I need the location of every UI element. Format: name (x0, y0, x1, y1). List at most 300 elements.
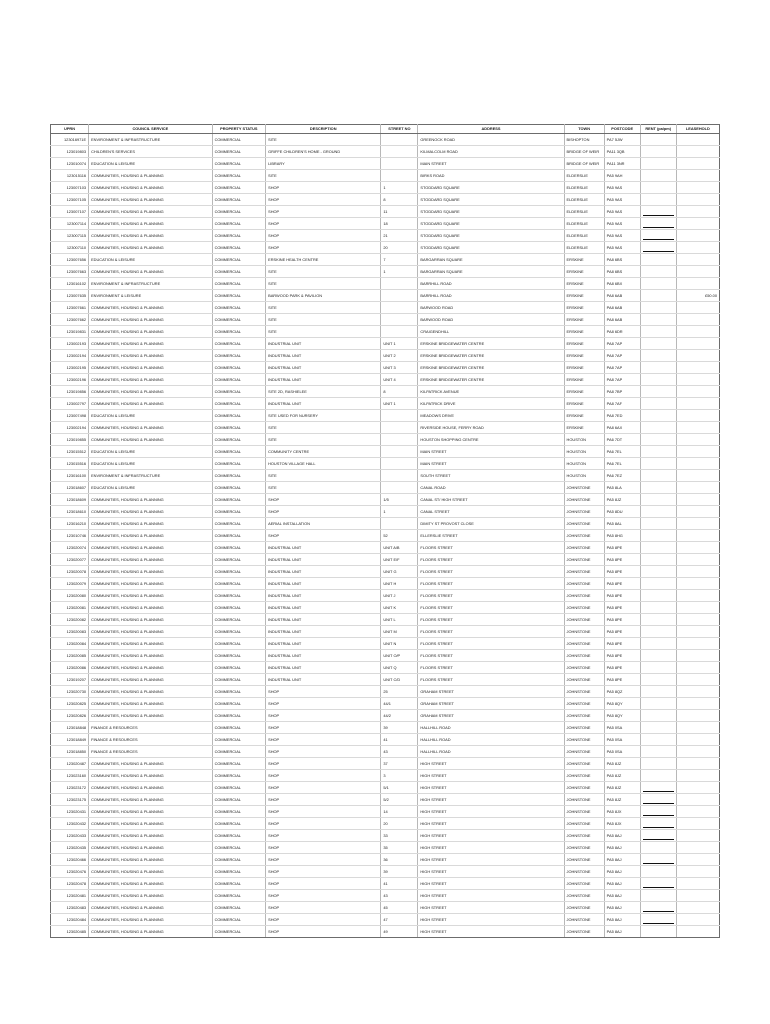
cell-council-service: COMMUNITIES, HOUSING & PLANNING (89, 698, 213, 710)
cell-address: HIGH STREET (418, 770, 564, 782)
cell-uprn: 123007661 (51, 302, 89, 314)
cell-leasehold (676, 458, 719, 470)
cell-rent (640, 446, 676, 458)
cell-property-status: COMMERCIAL (212, 374, 266, 386)
cell-property-status: COMMERCIAL (212, 734, 266, 746)
cell-uprn: 123020086 (51, 662, 89, 674)
cell-rent (640, 674, 676, 686)
table-row (51, 794, 720, 806)
cell-council-service: COMMUNITIES, HOUSING & PLANNING (89, 794, 213, 806)
cell-council-service: COMMUNITIES, HOUSING & PLANNING (89, 386, 213, 398)
cell-town: ELDERSLIE (564, 206, 604, 218)
cell-town: JOHNSTONE (564, 806, 604, 818)
cell-rent (640, 182, 676, 194)
cell-description: SITE (266, 170, 381, 182)
cell-street-no: 8 (381, 386, 418, 398)
table-body (51, 134, 720, 938)
cell-leasehold (676, 650, 719, 662)
cell-postcode: PA5 8AJ (604, 902, 640, 914)
cell-uprn: 123007115 (51, 230, 89, 242)
cell-address: CANAL ST/ HIGH STREET (418, 494, 564, 506)
cell-postcode: PA5 8JZ (604, 794, 640, 806)
cell-description: HOUSTON VILLAGE HALL (266, 458, 381, 470)
cell-postcode: PA5 8JX (604, 818, 640, 830)
cell-street-no: 20 (381, 818, 418, 830)
table-row (51, 542, 720, 554)
cell-uprn: 123015116 (51, 170, 89, 182)
cell-property-status: COMMERCIAL (212, 266, 266, 278)
cell-postcode: PA5 8AJ (604, 914, 640, 926)
cell-postcode: PA5 8AJ (604, 926, 640, 938)
cell-description: SHOP (266, 842, 381, 854)
cell-street-no: UNIT M (381, 626, 418, 638)
cell-property-status: COMMERCIAL (212, 494, 266, 506)
cell-town: ERSKINE (564, 398, 604, 410)
cell-address: BARWOOD ROAD (418, 314, 564, 326)
cell-council-service: CHILDREN'S SERVICES (89, 146, 213, 158)
cell-uprn: 123023175 (51, 794, 89, 806)
cell-postcode: PA5 8PE (604, 674, 640, 686)
table-row (51, 818, 720, 830)
cell-property-status: COMMERCIAL (212, 326, 266, 338)
cell-street-no (381, 302, 418, 314)
cell-address: MAIN STREET (418, 446, 564, 458)
cell-leasehold (676, 194, 719, 206)
cell-postcode: PA5 9AS (604, 218, 640, 230)
cell-uprn: 123016102 (51, 278, 89, 290)
cell-rent (640, 134, 676, 146)
table-row (51, 470, 720, 482)
cell-town: ERSKINE (564, 362, 604, 374)
cell-council-service: EDUCATION & LEISURE (89, 158, 213, 170)
cell-council-service: COMMUNITIES, HOUSING & PLANNING (89, 710, 213, 722)
cell-council-service: COMMUNITIES, HOUSING & PLANNING (89, 662, 213, 674)
cell-postcode: PA5 0SA (604, 746, 640, 758)
cell-leasehold (676, 422, 719, 434)
cell-town: JOHNSTONE (564, 482, 604, 494)
cell-council-service: COMMUNITIES, HOUSING & PLANNING (89, 854, 213, 866)
cell-postcode: PA5 8JZ (604, 770, 640, 782)
cell-description: SITE (266, 482, 381, 494)
cell-town: ERSKINE (564, 326, 604, 338)
cell-council-service: COMMUNITIES, HOUSING & PLANNING (89, 650, 213, 662)
cell-council-service: FINANCE & RESOURCES (89, 746, 213, 758)
cell-street-no: UNIT 3 (381, 362, 418, 374)
table-row (51, 386, 720, 398)
cell-rent (640, 614, 676, 626)
cell-leasehold (676, 914, 719, 926)
cell-property-status: COMMERCIAL (212, 446, 266, 458)
cell-postcode: PA8 7ED (604, 410, 640, 422)
cell-town: JOHNSTONE (564, 710, 604, 722)
cell-town: JOHNSTONE (564, 638, 604, 650)
cell-address: BARRHILL ROAD (418, 278, 564, 290)
cell-property-status: COMMERCIAL (212, 566, 266, 578)
cell-town: JOHNSTONE (564, 818, 604, 830)
table-row (51, 302, 720, 314)
cell-uprn: 123015516 (51, 458, 89, 470)
column-header-rent: RENT (pa/pm) (640, 125, 676, 134)
cell-description: INDUSTRIAL UNIT (266, 542, 381, 554)
cell-uprn: 123020081 (51, 602, 89, 614)
cell-rent (640, 650, 676, 662)
cell-council-service: COMMUNITIES, HOUSING & PLANNING (89, 830, 213, 842)
cell-council-service: ENVIRONMENT & LEISURE (89, 290, 213, 302)
cell-uprn: 123023160 (51, 770, 89, 782)
cell-street-no: 45 (381, 902, 418, 914)
cell-description: INDUSTRIAL UNIT (266, 590, 381, 602)
cell-address: CANAL ROAD (418, 482, 564, 494)
cell-uprn: 123020826 (51, 710, 89, 722)
cell-rent (640, 158, 676, 170)
cell-address: HIGH STREET (418, 782, 564, 794)
cell-address: HIGH STREET (418, 818, 564, 830)
cell-town: JOHNSTONE (564, 554, 604, 566)
cell-rent (640, 758, 676, 770)
table-row (51, 866, 720, 878)
cell-leasehold (676, 230, 719, 242)
cell-council-service: COMMUNITIES, HOUSING & PLANNING (89, 566, 213, 578)
cell-rent (640, 194, 676, 206)
cell-property-status: COMMERCIAL (212, 698, 266, 710)
cell-property-status: COMMERCIAL (212, 650, 266, 662)
cell-rent (640, 890, 676, 902)
cell-rent (640, 590, 676, 602)
cell-description: SHOP (266, 806, 381, 818)
cell-rent (640, 398, 676, 410)
cell-property-status: COMMERCIAL (212, 218, 266, 230)
cell-rent (640, 710, 676, 722)
cell-street-no (381, 158, 418, 170)
cell-rent (640, 866, 676, 878)
cell-uprn: 123007107 (51, 206, 89, 218)
cell-rent (640, 386, 676, 398)
cell-uprn: 123020435 (51, 842, 89, 854)
cell-council-service: COMMUNITIES, HOUSING & PLANNING (89, 686, 213, 698)
cell-rent (640, 146, 676, 158)
cell-council-service: COMMUNITIES, HOUSING & PLANNING (89, 914, 213, 926)
cell-uprn: 123020481 (51, 890, 89, 902)
cell-property-status: COMMERCIAL (212, 830, 266, 842)
table-row (51, 410, 720, 422)
cell-description: SHOP (266, 734, 381, 746)
cell-description: COMMUNITY CENTRE (266, 446, 381, 458)
cell-uprn: 123020730 (51, 686, 89, 698)
cell-town: JOHNSTONE (564, 686, 604, 698)
cell-description: INDUSTRIAL UNIT (266, 398, 381, 410)
cell-property-status: COMMERCIAL (212, 422, 266, 434)
cell-postcode: PA5 9AH (604, 170, 640, 182)
cell-town: JOHNSTONE (564, 902, 604, 914)
cell-postcode: PA11 3NR (604, 158, 640, 170)
cell-description: SITE (266, 278, 381, 290)
cell-town: JOHNSTONE (564, 626, 604, 638)
cell-uprn: 123020478 (51, 878, 89, 890)
cell-leasehold (676, 398, 719, 410)
table-row (51, 146, 720, 158)
cell-description: BARWOOD PARK & PAVILION (266, 290, 381, 302)
cell-description: SHOP (266, 206, 381, 218)
cell-property-status: COMMERCIAL (212, 506, 266, 518)
cell-property-status: COMMERCIAL (212, 242, 266, 254)
table-row (51, 158, 720, 170)
cell-property-status: COMMERCIAL (212, 710, 266, 722)
cell-postcode: PA5 8PE (604, 590, 640, 602)
table-row (51, 662, 720, 674)
cell-postcode: PA6 7EL (604, 458, 640, 470)
cell-council-service: COMMUNITIES, HOUSING & PLANNING (89, 770, 213, 782)
cell-street-no (381, 146, 418, 158)
cell-address: BARGARRAN SQUARE (418, 254, 564, 266)
cell-leasehold (676, 590, 719, 602)
cell-street-no: UNIT C/D (381, 674, 418, 686)
cell-leasehold (676, 830, 719, 842)
cell-property-status: COMMERCIAL (212, 194, 266, 206)
cell-description: SITE (266, 422, 381, 434)
cell-address: HIGH STREET (418, 806, 564, 818)
cell-description: INDUSTRIAL UNIT (266, 602, 381, 614)
cell-address: ERSKINE BRIDGEWATER CENTRE (418, 374, 564, 386)
table-row (51, 878, 720, 890)
cell-uprn: 123010746 (51, 530, 89, 542)
cell-description: INDUSTRIAL UNIT (266, 374, 381, 386)
cell-leasehold (676, 818, 719, 830)
cell-postcode: PA5 8PE (604, 602, 640, 614)
cell-leasehold (676, 902, 719, 914)
cell-council-service: COMMUNITIES, HOUSING & PLANNING (89, 206, 213, 218)
cell-postcode: PA5 8HG (604, 530, 640, 542)
cell-leasehold (676, 170, 719, 182)
cell-description: INDUSTRIAL UNIT (266, 578, 381, 590)
cell-description: SHOP (266, 794, 381, 806)
cell-town: JOHNSTONE (564, 530, 604, 542)
cell-leasehold (676, 494, 719, 506)
cell-rent (640, 914, 676, 926)
cell-address: FLOORS STREET (418, 662, 564, 674)
cell-postcode: PA5 8LA (604, 482, 640, 494)
table-row (51, 650, 720, 662)
column-header-address: ADDRESS (418, 125, 564, 134)
cell-postcode: PA6 7EZ (604, 470, 640, 482)
cell-leasehold (676, 410, 719, 422)
cell-property-status: COMMERCIAL (212, 434, 266, 446)
cell-council-service: COMMUNITIES, HOUSING & PLANNING (89, 902, 213, 914)
table-row (51, 350, 720, 362)
cell-uprn: 123007498 (51, 410, 89, 422)
cell-address: STODDARD SQUARE (418, 182, 564, 194)
cell-description: SHOP (266, 902, 381, 914)
cell-council-service: COMMUNITIES, HOUSING & PLANNING (89, 422, 213, 434)
cell-property-status: COMMERCIAL (212, 842, 266, 854)
cell-postcode: PA8 7AP (604, 362, 640, 374)
cell-town: BISHOPTON (564, 134, 604, 146)
table-row (51, 494, 720, 506)
cell-town: ERSKINE (564, 350, 604, 362)
cell-rent (640, 602, 676, 614)
cell-uprn: 123020485 (51, 926, 89, 938)
cell-description: SHOP (266, 866, 381, 878)
cell-postcode: PA5 8PE (604, 542, 640, 554)
cell-description: SHOP (266, 830, 381, 842)
cell-street-no: 1 (381, 266, 418, 278)
cell-council-service: COMMUNITIES, HOUSING & PLANNING (89, 350, 213, 362)
cell-postcode: PA11 3QB (604, 146, 640, 158)
cell-description: SITE (266, 266, 381, 278)
cell-street-no: 5/2 (381, 794, 418, 806)
cell-street-no: UNIT A/B (381, 542, 418, 554)
cell-town: JOHNSTONE (564, 650, 604, 662)
cell-rent (640, 422, 676, 434)
cell-address: ERSKINE BRIDGEWATER CENTRE (418, 362, 564, 374)
cell-council-service: COMMUNITIES, HOUSING & PLANNING (89, 806, 213, 818)
cell-description: SHOP (266, 242, 381, 254)
cell-description: ERSKINE HEALTH CENTRE (266, 254, 381, 266)
cell-description: SHOP (266, 194, 381, 206)
cell-postcode: PA5 8AJ (604, 830, 640, 842)
cell-property-status: COMMERCIAL (212, 230, 266, 242)
cell-address: STODDARD SQUARE (418, 242, 564, 254)
cell-rent (640, 350, 676, 362)
cell-street-no: 1/5 (381, 494, 418, 506)
cell-street-no: 3 (381, 770, 418, 782)
cell-leasehold (676, 686, 719, 698)
cell-address: FLOORS STREET (418, 590, 564, 602)
cell-address: FLOORS STREET (418, 650, 564, 662)
cell-leasehold (676, 782, 719, 794)
table-row (51, 206, 720, 218)
cell-property-status: COMMERCIAL (212, 602, 266, 614)
cell-leasehold (676, 482, 719, 494)
cell-address: GREENOCK ROAD (418, 134, 564, 146)
cell-property-status: COMMERCIAL (212, 542, 266, 554)
cell-rent (640, 818, 676, 830)
cell-council-service: COMMUNITIES, HOUSING & PLANNING (89, 542, 213, 554)
cell-property-status: COMMERCIAL (212, 410, 266, 422)
cell-leasehold (676, 350, 719, 362)
cell-postcode: PA5 8PE (604, 638, 640, 650)
table-row (51, 326, 720, 338)
cell-address: HIGH STREET (418, 866, 564, 878)
cell-description: SHOP (266, 722, 381, 734)
cell-rent (640, 902, 676, 914)
cell-property-status: COMMERCIAL (212, 638, 266, 650)
cell-street-no: 36 (381, 854, 418, 866)
table-row (51, 446, 720, 458)
cell-description: SHOP (266, 218, 381, 230)
cell-rent (640, 518, 676, 530)
cell-description: SHOP (266, 914, 381, 926)
cell-leasehold (676, 254, 719, 266)
cell-uprn: 123019856 (51, 386, 89, 398)
cell-description: INDUSTRIAL UNIT (266, 338, 381, 350)
cell-street-no: UNIT 1 (381, 338, 418, 350)
cell-postcode: PA5 8AJ (604, 866, 640, 878)
cell-property-status: COMMERCIAL (212, 362, 266, 374)
cell-uprn: 123020484 (51, 914, 89, 926)
cell-postcode: PA8 7AP (604, 374, 640, 386)
cell-property-status: COMMERCIAL (212, 254, 266, 266)
cell-property-status: COMMERCIAL (212, 278, 266, 290)
cell-postcode: PA5 8PE (604, 626, 640, 638)
cell-address: FLOORS STREET (418, 578, 564, 590)
cell-postcode: PA5 8PE (604, 614, 640, 626)
cell-postcode: PA5 8PE (604, 578, 640, 590)
cell-rent (640, 698, 676, 710)
cell-uprn: 123020084 (51, 638, 89, 650)
cell-property-status: COMMERCIAL (212, 746, 266, 758)
cell-description: INDUSTRIAL UNIT (266, 650, 381, 662)
cell-property-status: COMMERCIAL (212, 926, 266, 938)
cell-leasehold (676, 698, 719, 710)
cell-property-status: COMMERCIAL (212, 134, 266, 146)
cell-town: JOHNSTONE (564, 890, 604, 902)
cell-uprn: 123020487 (51, 758, 89, 770)
cell-council-service: ENVIRONMENT & INFRASTRUCTURE (89, 134, 213, 146)
cell-description: SHOP (266, 758, 381, 770)
cell-town: ERSKINE (564, 374, 604, 386)
cell-property-status: COMMERCIAL (212, 182, 266, 194)
cell-address: FLOORS STREET (418, 566, 564, 578)
cell-rent (640, 170, 676, 182)
cell-address: ERSKINE BRIDGEWATER CENTRE (418, 350, 564, 362)
cell-description: SITE (266, 434, 381, 446)
cell-town: JOHNSTONE (564, 914, 604, 926)
cell-council-service: COMMUNITIES, HOUSING & PLANNING (89, 578, 213, 590)
cell-council-service: COMMUNITIES, HOUSING & PLANNING (89, 434, 213, 446)
cell-description: SITE (266, 302, 381, 314)
cell-uprn: 123007103 (51, 182, 89, 194)
cell-postcode: PA5 9AS (604, 182, 640, 194)
cell-address: BARGARRAN SQUARE (418, 266, 564, 278)
cell-description: SHOP (266, 506, 381, 518)
cell-town: JOHNSTONE (564, 566, 604, 578)
cell-leasehold (676, 446, 719, 458)
cell-rent (640, 362, 676, 374)
cell-description: INDUSTRIAL UNIT (266, 674, 381, 686)
cell-leasehold (676, 134, 719, 146)
cell-address: MAIN STREET (418, 158, 564, 170)
table-row (51, 554, 720, 566)
cell-property-status: COMMERCIAL (212, 686, 266, 698)
cell-description: SITE (266, 134, 381, 146)
table-row (51, 278, 720, 290)
cell-uprn: 123018849 (51, 734, 89, 746)
cell-description: INDUSTRIAL UNIT (266, 638, 381, 650)
column-header-property-status: PROPERTY STATUS (212, 125, 266, 134)
cell-uprn: 123020078 (51, 566, 89, 578)
cell-rent (640, 686, 676, 698)
cell-address: HIGH STREET (418, 842, 564, 854)
cell-leasehold (676, 734, 719, 746)
cell-uprn: 123018607 (51, 482, 89, 494)
cell-street-no: 49 (381, 926, 418, 938)
cell-rent (640, 554, 676, 566)
cell-council-service: COMMUNITIES, HOUSING & PLANNING (89, 230, 213, 242)
cell-town: JOHNSTONE (564, 830, 604, 842)
cell-council-service: COMMUNITIES, HOUSING & PLANNING (89, 326, 213, 338)
cell-address: HALLHILL ROAD (418, 734, 564, 746)
cell-town: JOHNSTONE (564, 542, 604, 554)
cell-street-no (381, 278, 418, 290)
cell-postcode: PA5 8AL (604, 518, 640, 530)
cell-rent (640, 494, 676, 506)
cell-town: HOUSTON (564, 470, 604, 482)
cell-address: FLOORS STREET (418, 542, 564, 554)
cell-uprn: 123002196 (51, 374, 89, 386)
cell-street-no: UNIT J (381, 590, 418, 602)
cell-town: ERSKINE (564, 338, 604, 350)
cell-postcode: PA8 7AF (604, 398, 640, 410)
